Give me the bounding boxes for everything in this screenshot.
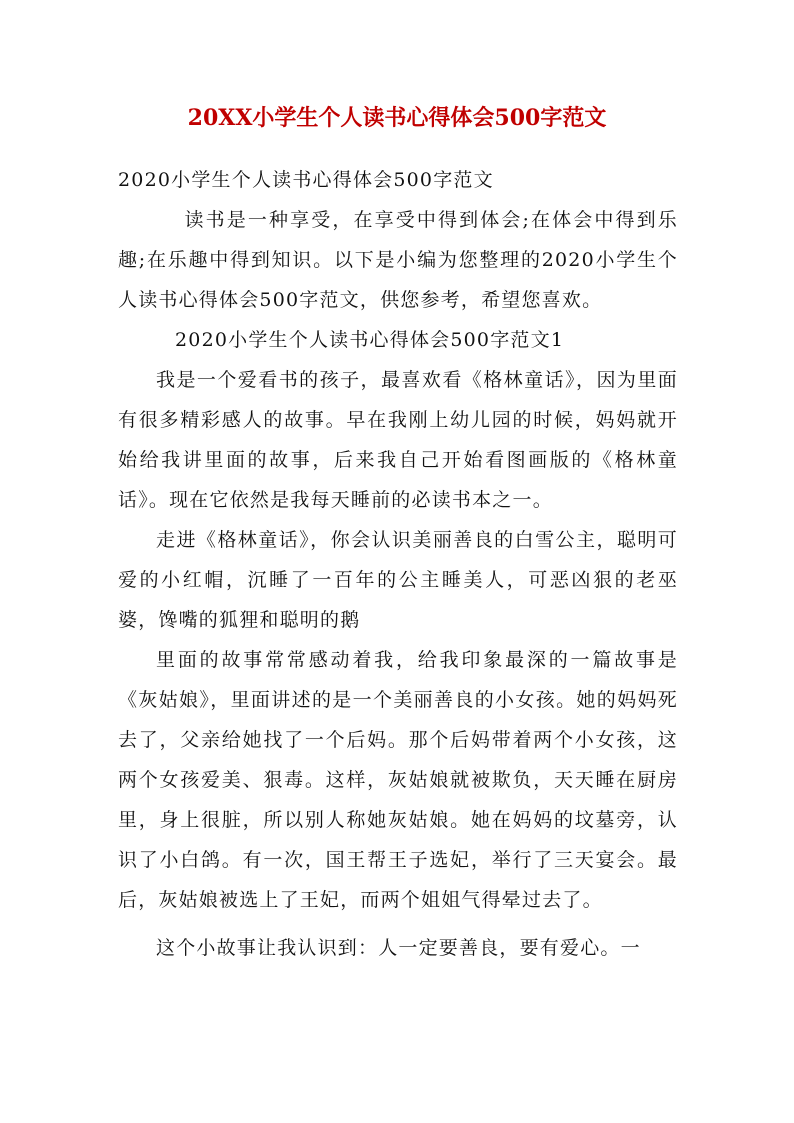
body-paragraph: 里面的故事常常感动着我，给我印象最深的一篇故事是《灰姑娘》，里面讲述的是一个美丽善良的小女孩。她的妈妈死去了，父亲给她找了一个后妈。那个后妈带着两个小女孩，这两个女孩爱美、狠毒。这样，灰姑娘就被欺负，天天睡在厨房里，身上很脏，所以别人称她灰姑娘。她在妈妈的坟墓旁，认识了小白鸽。有一次，国王帮王子选妃，举行了三天宴会。最后，灰姑娘被选上了王妃，而两个姐姐气得晕过去了。 — [118, 649, 678, 911]
body-paragraph: 走进《格林童话》，你会认识美丽善良的白雪公主，聪明可爱的小红帽，沉睡了一百年的公主睡美人，可恶凶狠的老巫婆，馋嘴的狐狸和聪明的鹅 — [118, 529, 678, 631]
intro-paragraph: 读书是一种享受，在享受中得到体会;在体会中得到乐趣;在乐趣中得到知识。以下是小编为您整理的2020小学生个人读书心得体会500字范文，供您参考，希望您喜欢。 — [118, 209, 678, 311]
document-subtitle: 2020小学生个人读书心得体会500字范文 — [118, 169, 494, 191]
section-heading: 2020小学生个人读书心得体会500字范文1 — [175, 329, 565, 351]
document-title: 20XX小学生个人读书心得体会500字范文 — [187, 105, 607, 131]
document-body — [118, 160, 678, 968]
body-paragraph: 这个小故事让我认识到：人一定要善良，要有爱心。一 — [156, 937, 641, 959]
body-paragraph: 我是一个爱看书的孩子，最喜欢看《格林童话》，因为里面有很多精彩感人的故事。早在我刚上幼儿园的时候，妈妈就开始给我讲里面的故事，后来我自己开始看图画版的《格林童话》。现在它依然是我每天睡前的必读书本之一。 — [118, 369, 678, 511]
